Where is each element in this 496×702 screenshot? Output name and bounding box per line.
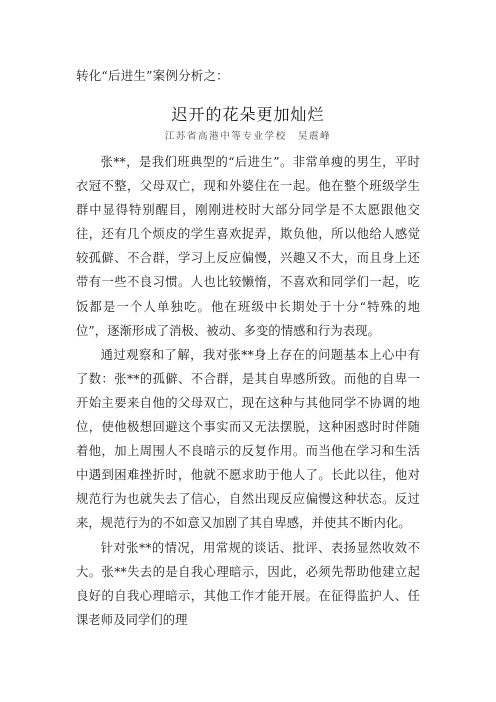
series-title: 转化“后进生”案例分析之：	[76, 68, 229, 83]
article-title: 迟开的花朵更加灿烂	[171, 105, 325, 124]
paragraph-3: 针对张**的情况，用常规的谈话、批评、表扬显然收效不大。张**失去的是自我心理暗示，因此，必须先帮助他建立起良好的自我心理暗示，其他工作才能开展。在征得监护人、任课老师及同学们的理	[76, 540, 420, 627]
article-body	[76, 150, 420, 632]
paragraph-1: 张**，是我们班典型的“后进生”。非常单瘦的男生，平时衣冠不整，父母双亡，现和外婆住在一起。他在整个班级学生群中显得特别醒目，刚刚进校时大部分同学是不太愿跟他交往，还有几个烦皮的学生喜欢捉弄，欺负他，所以他给人感觉较孤僻、不合群，学习上反应偏慢，兴趣又不大，而且身上还带有一些不良习惯。人也比较懒惰，不喜欢和同学们一起，吃饭都是一个人单独吃。他在班级中长期处于十分“特殊的地位”，逐渐形成了消极、被动、多变的情感和行为表现。	[76, 155, 420, 338]
paragraph-2: 通过观察和了解，我对张**身上存在的问题基本上心中有了数：张**的孤僻、不合群，是其自卑感所致。而他的自卑一开始主要来自他的父母双亡，现在这种与其他同学不协调的地位，使他极想回避这个事实而又无法摆脱，这种困惑时时伴随着他，加上周围人不良暗示的反复作用。而当他在学习和生活中遇到困难挫折时，他就不愿求助于他人了。长此以往，他对规范行为也就失去了信心，自然出现反应偏慢这种状态。反过来，规范行为的不如意又加剧了其自卑感，并使其不断内化。	[76, 347, 420, 531]
author-byline: 江苏省高港中等专业学校 吴震峰	[164, 131, 332, 142]
